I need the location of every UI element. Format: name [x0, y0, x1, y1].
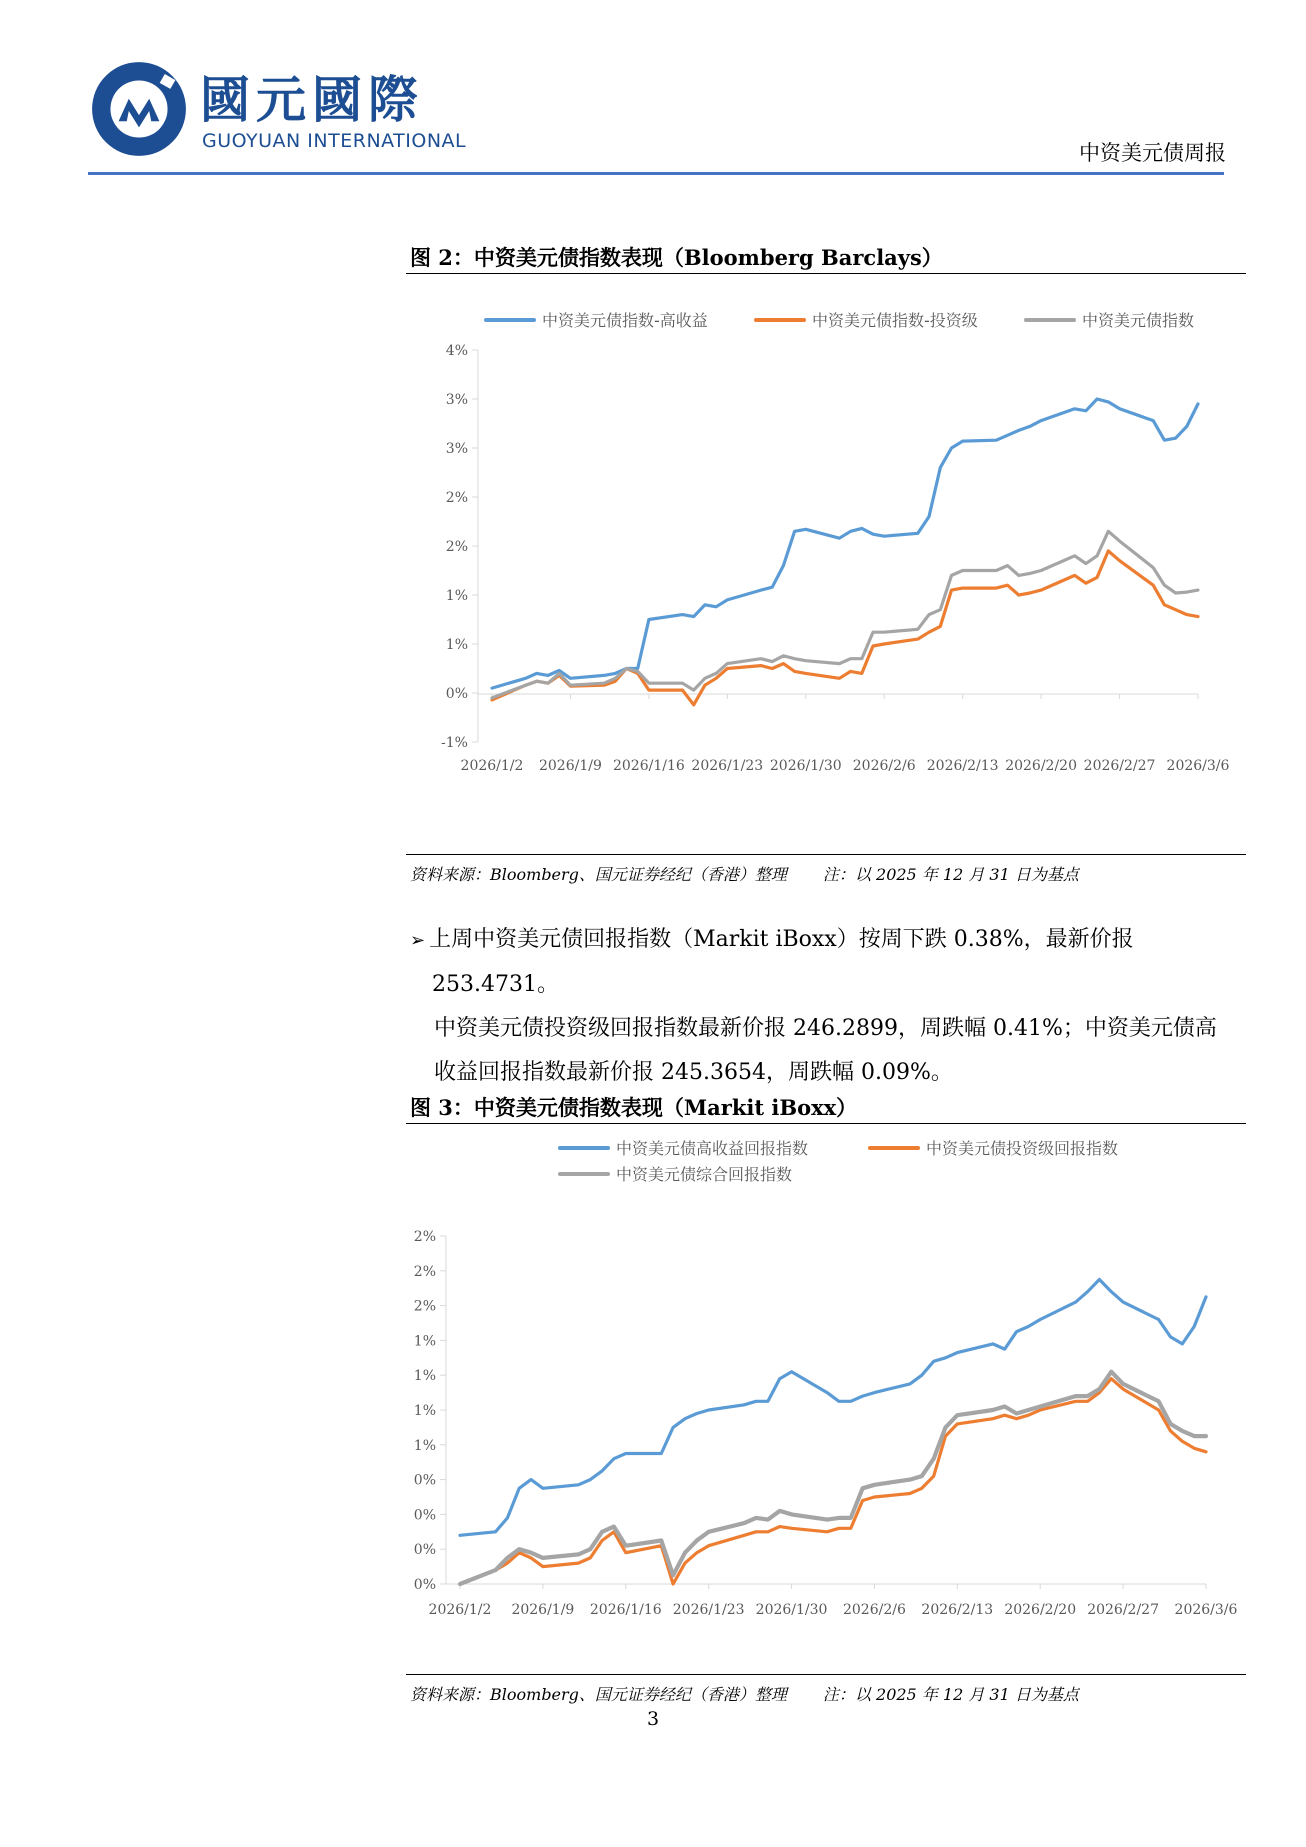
paragraph-line-3: 收益回报指数最新价报 245.3654，周跌幅 0.09%。	[434, 1060, 953, 1085]
y-tick-label: 0%	[413, 1542, 436, 1559]
y-tick-label: 1%	[445, 637, 468, 653]
x-tick-label: 2026/1/16	[612, 758, 685, 774]
x-tick-label: 2026/2/27	[1083, 758, 1156, 774]
series-line	[460, 1280, 1206, 1536]
page-header	[0, 0, 1306, 180]
y-tick-label: 0%	[413, 1507, 436, 1524]
y-tick-label: 0%	[413, 1472, 436, 1489]
x-tick-label: 2026/3/6	[1174, 1602, 1238, 1618]
y-tick-label: 0%	[445, 686, 468, 702]
figure-2-note: 注：以 2025 年 12 月 31 日为基点	[822, 865, 1079, 884]
y-tick-label: 1%	[413, 1403, 436, 1419]
y-tick-label: 3%	[445, 392, 468, 408]
legend-label: 中资美元债指数-投资级	[812, 311, 978, 330]
x-tick-label: 2026/2/13	[926, 758, 999, 774]
x-tick-label: 2026/1/9	[511, 1602, 575, 1618]
y-tick-label: 2%	[413, 1229, 436, 1245]
series-line	[492, 399, 1198, 688]
figure-2-title: 图 2：中资美元债指数表现（Bloomberg Barclays）	[410, 245, 943, 270]
figure-3-title: 图 3：中资美元债指数表现（Markit iBoxx）	[410, 1095, 858, 1120]
figure-2-top-rule	[406, 273, 1246, 274]
logo-chinese-name: 國元國際	[200, 71, 424, 129]
x-tick-label: 2026/2/20	[1004, 1602, 1077, 1618]
y-tick-label: 0%	[413, 1577, 436, 1593]
y-tick-label: 4%	[445, 343, 468, 359]
y-tick-label: -1%	[441, 735, 468, 751]
summary-paragraph	[410, 918, 1250, 1095]
y-tick-label: 1%	[445, 588, 468, 604]
header-rule	[88, 172, 1224, 175]
y-tick-label: 2%	[445, 539, 468, 555]
logo-english-name: GUOYUAN INTERNATIONAL	[202, 130, 467, 152]
figure-2-chart	[406, 296, 1246, 786]
x-tick-label: 2026/1/2	[460, 758, 524, 774]
line-chart-svg	[406, 296, 1246, 786]
paragraph-line-2: 中资美元债投资级回报指数最新价报 246.2899，周跌幅 0.41%；中资美元债高	[434, 1016, 1217, 1041]
chart-legend	[560, 1139, 1118, 1184]
series-line	[492, 531, 1198, 698]
y-tick-label: 3%	[445, 441, 468, 457]
figure-3-note: 注：以 2025 年 12 月 31 日为基点	[822, 1685, 1079, 1704]
y-tick-label: 2%	[413, 1298, 436, 1315]
x-tick-label: 2026/1/30	[769, 758, 842, 774]
x-tick-label: 2026/1/30	[755, 1602, 828, 1618]
bullet-arrow-icon: ➢	[410, 930, 426, 951]
series-line	[492, 551, 1198, 705]
legend-label: 中资美元债高收益回报指数	[616, 1139, 809, 1158]
paragraph-line-1: 上周中资美元债回报指数（Markit iBoxx）按周下跌 0.38%，最新价报 253.4731。	[429, 927, 1134, 997]
legend-label: 中资美元债综合回报指数	[616, 1165, 793, 1184]
x-tick-label: 2026/2/6	[842, 1602, 906, 1618]
x-tick-label: 2026/1/9	[538, 758, 602, 774]
report-name: 中资美元债周报	[1079, 141, 1226, 165]
chart-legend	[486, 311, 1194, 330]
series-line	[460, 1372, 1206, 1584]
x-tick-label: 2026/1/16	[589, 1602, 662, 1618]
figure-2-source-text: 资料来源：Bloomberg、国元证券经纪（香港）整理	[410, 865, 787, 884]
page-number: 3	[646, 1708, 660, 1730]
legend-label: 中资美元债指数	[1082, 311, 1195, 330]
y-tick-label: 1%	[413, 1437, 436, 1454]
figure-3-source	[410, 1682, 1079, 1705]
y-tick-label: 1%	[413, 1368, 436, 1385]
x-tick-label: 2026/1/23	[691, 758, 764, 774]
figure-3-chart	[406, 1136, 1246, 1626]
line-chart-svg	[406, 1136, 1246, 1626]
y-tick-label: 2%	[445, 490, 468, 506]
x-tick-label: 2026/2/6	[852, 758, 916, 774]
legend-label: 中资美元债指数-高收益	[542, 311, 708, 330]
x-tick-label: 2026/2/20	[1005, 758, 1078, 774]
x-tick-label: 2026/3/6	[1166, 758, 1230, 774]
figure-3-bottom-rule	[406, 1674, 1246, 1675]
figure-2-bottom-rule	[406, 854, 1246, 855]
guoyuan-logo-icon	[88, 58, 190, 160]
x-tick-label: 2026/1/2	[428, 1602, 492, 1618]
y-tick-label: 2%	[413, 1263, 436, 1280]
x-tick-label: 2026/2/13	[921, 1602, 994, 1618]
x-tick-label: 2026/2/27	[1087, 1602, 1160, 1618]
figure-2-source	[410, 862, 1079, 885]
x-tick-label: 2026/1/23	[672, 1602, 745, 1618]
figure-3-top-rule	[406, 1123, 1246, 1124]
figure-3-source-text: 资料来源：Bloomberg、国元证券经纪（香港）整理	[410, 1685, 787, 1704]
legend-label: 中资美元债投资级回报指数	[926, 1139, 1119, 1158]
y-tick-label: 1%	[413, 1333, 436, 1350]
